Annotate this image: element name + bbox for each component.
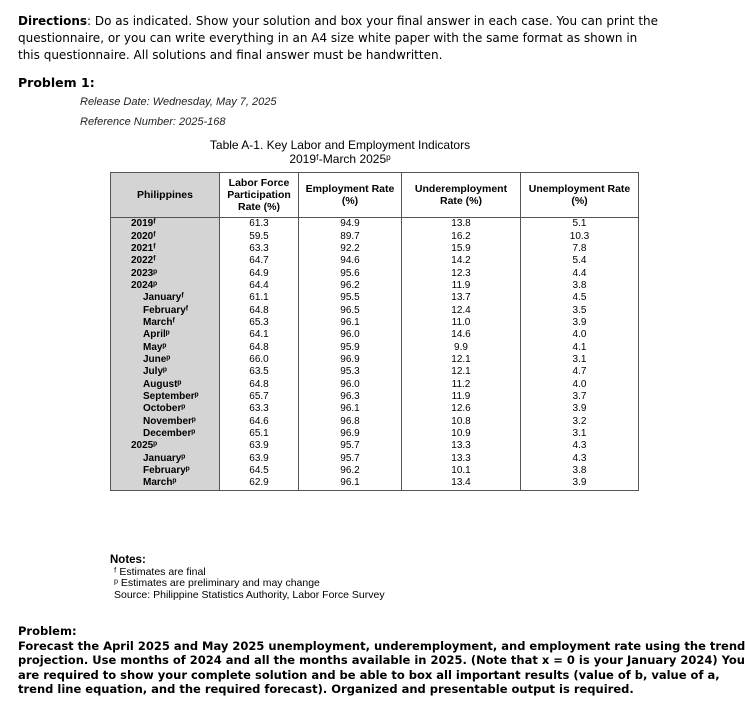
cell-lfpr: 61.3	[220, 218, 299, 231]
cell-unemployment: 4.7	[521, 366, 639, 378]
cell-period: 2022ᶠ	[111, 255, 220, 267]
cell-employment: 96.0	[299, 378, 402, 390]
cell-underemployment: 11.0	[402, 317, 521, 329]
cell-lfpr: 65.1	[220, 428, 299, 440]
cell-lfpr: 63.3	[220, 243, 299, 255]
cell-period: Marchᵖ	[111, 477, 220, 490]
table-row	[111, 453, 639, 465]
table-row	[111, 465, 639, 477]
cell-employment: 96.1	[299, 317, 402, 329]
cell-period: 2021ᶠ	[111, 243, 220, 255]
cell-unemployment: 3.2	[521, 416, 639, 428]
cell-employment: 95.9	[299, 341, 402, 353]
cell-lfpr: 64.8	[220, 341, 299, 353]
cell-period: 2023ᵖ	[111, 267, 220, 279]
cell-lfpr: 64.1	[220, 329, 299, 341]
cell-period: 2025ᵖ	[111, 440, 220, 452]
cell-period: Januaryᵖ	[111, 453, 220, 465]
header-unemployment-rate: Unemployment Rate (%)	[521, 173, 639, 218]
cell-lfpr: 64.9	[220, 267, 299, 279]
table-row	[111, 243, 639, 255]
cell-unemployment: 4.0	[521, 378, 639, 390]
cell-employment: 96.8	[299, 416, 402, 428]
header-lfpr: Labor Force Participation Rate (%)	[220, 173, 299, 218]
directions-label: Directions	[18, 14, 88, 28]
cell-unemployment: 3.9	[521, 403, 639, 415]
cell-period: Octoberᵖ	[111, 403, 220, 415]
table-row	[111, 255, 639, 267]
cell-underemployment: 12.1	[402, 366, 521, 378]
cell-underemployment: 14.6	[402, 329, 521, 341]
table-row	[111, 341, 639, 353]
cell-lfpr: 62.9	[220, 477, 299, 490]
cell-underemployment: 13.4	[402, 477, 521, 490]
cell-underemployment: 12.4	[402, 304, 521, 316]
table-row	[111, 304, 639, 316]
cell-period: Septemberᵖ	[111, 391, 220, 403]
table-row	[111, 428, 639, 440]
cell-underemployment: 13.8	[402, 218, 521, 231]
cell-underemployment: 12.1	[402, 354, 521, 366]
cell-lfpr: 64.8	[220, 304, 299, 316]
table-row	[111, 403, 639, 415]
cell-employment: 96.9	[299, 428, 402, 440]
directions-text: : Do as indicated. Show your solution and box your final answer in each case. You can print the questionnaire, or you can write everything in an A4 size white paper with the same format as shown in this questionnaire. All solutions and final answer must be handwritten.	[18, 14, 659, 62]
problem-2-title: Problem:	[18, 624, 77, 638]
cell-employment: 94.6	[299, 255, 402, 267]
problem-1-title: Problem 1:	[18, 75, 95, 90]
cell-period: Novemberᵖ	[111, 416, 220, 428]
cell-underemployment: 12.3	[402, 267, 521, 279]
cell-employment: 92.2	[299, 243, 402, 255]
note-source: Source: Philippine Statistics Authority, Labor Force Survey	[114, 588, 385, 601]
cell-underemployment: 11.9	[402, 391, 521, 403]
table-notes	[110, 555, 385, 601]
cell-unemployment: 4.3	[521, 440, 639, 452]
cell-lfpr: 63.5	[220, 366, 299, 378]
cell-underemployment: 11.9	[402, 280, 521, 292]
cell-lfpr: 61.1	[220, 292, 299, 304]
cell-period: 2020ᶠ	[111, 230, 220, 242]
table-row	[111, 440, 639, 452]
cell-lfpr: 63.9	[220, 440, 299, 452]
cell-unemployment: 3.1	[521, 428, 639, 440]
cell-period: Januaryᶠ	[111, 292, 220, 304]
cell-employment: 95.3	[299, 366, 402, 378]
table-row	[111, 378, 639, 390]
cell-unemployment: 3.5	[521, 304, 639, 316]
cell-unemployment: 5.1	[521, 218, 639, 231]
cell-period: Februaryᶠ	[111, 304, 220, 316]
table-row	[111, 366, 639, 378]
cell-underemployment: 13.3	[402, 440, 521, 452]
table-row	[111, 292, 639, 304]
cell-lfpr: 64.4	[220, 280, 299, 292]
table-row	[111, 317, 639, 329]
cell-employment: 96.3	[299, 391, 402, 403]
cell-employment: 94.9	[299, 218, 402, 231]
cell-lfpr: 65.7	[220, 391, 299, 403]
labor-indicators-table	[110, 172, 639, 491]
table-row	[111, 416, 639, 428]
cell-unemployment: 4.3	[521, 453, 639, 465]
cell-period: Aprilᵖ	[111, 329, 220, 341]
cell-employment: 95.6	[299, 267, 402, 279]
cell-lfpr: 66.0	[220, 354, 299, 366]
cell-unemployment: 3.7	[521, 391, 639, 403]
cell-unemployment: 4.1	[521, 341, 639, 353]
cell-lfpr: 64.5	[220, 465, 299, 477]
cell-employment: 96.5	[299, 304, 402, 316]
cell-employment: 96.2	[299, 465, 402, 477]
cell-underemployment: 10.9	[402, 428, 521, 440]
cell-employment: 96.9	[299, 354, 402, 366]
cell-unemployment: 3.8	[521, 280, 639, 292]
cell-unemployment: 4.5	[521, 292, 639, 304]
problem-2-line: Forecast the April 2025 and May 2025 unemployment, underemployment, and employment rate using the trend	[18, 638, 745, 653]
cell-unemployment: 7.8	[521, 243, 639, 255]
cell-employment: 95.7	[299, 453, 402, 465]
table-row	[111, 230, 639, 242]
table-header-row	[111, 173, 639, 218]
cell-lfpr: 59.5	[220, 230, 299, 242]
cell-underemployment: 13.3	[402, 453, 521, 465]
cell-underemployment: 9.9	[402, 341, 521, 353]
cell-period: Juneᵖ	[111, 354, 220, 366]
reference-number: Reference Number: 2025-168	[80, 116, 226, 128]
cell-underemployment: 15.9	[402, 243, 521, 255]
cell-period: Februaryᵖ	[111, 465, 220, 477]
cell-period: Julyᵖ	[111, 366, 220, 378]
cell-unemployment: 4.4	[521, 267, 639, 279]
cell-period: Augustᵖ	[111, 378, 220, 390]
cell-period: Mayᵖ	[111, 341, 220, 353]
table-row	[111, 477, 639, 490]
cell-unemployment: 3.9	[521, 477, 639, 490]
cell-employment: 95.7	[299, 440, 402, 452]
cell-unemployment: 5.4	[521, 255, 639, 267]
cell-underemployment: 12.6	[402, 403, 521, 415]
header-underemployment-rate: Underemployment Rate (%)	[402, 173, 521, 218]
cell-lfpr: 63.3	[220, 403, 299, 415]
cell-unemployment: 3.1	[521, 354, 639, 366]
notes-title: Notes:	[110, 554, 146, 566]
table-caption	[190, 138, 490, 166]
cell-employment: 96.1	[299, 477, 402, 490]
cell-employment: 95.5	[299, 292, 402, 304]
directions-paragraph	[18, 13, 658, 64]
cell-period: Decemberᵖ	[111, 428, 220, 440]
table-caption-title: Table A-1. Key Labor and Employment Indicators	[209, 138, 471, 152]
note-preliminary: ᵖ Estimates are preliminary and may change	[114, 577, 320, 589]
cell-lfpr: 64.8	[220, 378, 299, 390]
table-row	[111, 329, 639, 341]
problem-2-block	[18, 624, 745, 697]
cell-period: 2019ᶠ	[111, 218, 220, 231]
cell-underemployment: 14.2	[402, 255, 521, 267]
table-row	[111, 267, 639, 279]
cell-lfpr: 63.9	[220, 453, 299, 465]
cell-employment: 96.1	[299, 403, 402, 415]
header-employment-rate: Employment Rate (%)	[299, 173, 402, 218]
note-final: ᶠ Estimates are final	[114, 565, 206, 578]
cell-unemployment: 3.9	[521, 317, 639, 329]
table-row	[111, 280, 639, 292]
problem-2-line: trend line equation, and the required forecast). Organized and presentable output is required.	[18, 682, 634, 696]
cell-period: 2024ᵖ	[111, 280, 220, 292]
cell-unemployment: 4.0	[521, 329, 639, 341]
cell-underemployment: 13.7	[402, 292, 521, 304]
table-row	[111, 391, 639, 403]
release-date: Release Date: Wednesday, May 7, 2025	[80, 96, 277, 108]
cell-underemployment: 11.2	[402, 378, 521, 390]
cell-lfpr: 64.6	[220, 416, 299, 428]
table-row	[111, 218, 639, 231]
header-philippines: Philippines	[111, 173, 220, 218]
problem-2-line: are required to show your complete solution and be able to box all important results (value of b, value of a,	[18, 667, 720, 682]
cell-underemployment: 16.2	[402, 230, 521, 242]
table-row	[111, 354, 639, 366]
problem-2-line: projection. Use months of 2024 and all the months available in 2025. (Note that x = 0 is your January 2024) You	[18, 653, 745, 667]
cell-underemployment: 10.8	[402, 416, 521, 428]
cell-lfpr: 65.3	[220, 317, 299, 329]
cell-lfpr: 64.7	[220, 255, 299, 267]
cell-employment: 96.2	[299, 280, 402, 292]
cell-period: Marchᶠ	[111, 317, 220, 329]
table-caption-period: 2019ᶠ-March 2025ᵖ	[289, 152, 391, 166]
cell-unemployment: 3.8	[521, 465, 639, 477]
cell-employment: 96.0	[299, 329, 402, 341]
cell-unemployment: 10.3	[521, 230, 639, 242]
cell-employment: 89.7	[299, 230, 402, 242]
cell-underemployment: 10.1	[402, 465, 521, 477]
